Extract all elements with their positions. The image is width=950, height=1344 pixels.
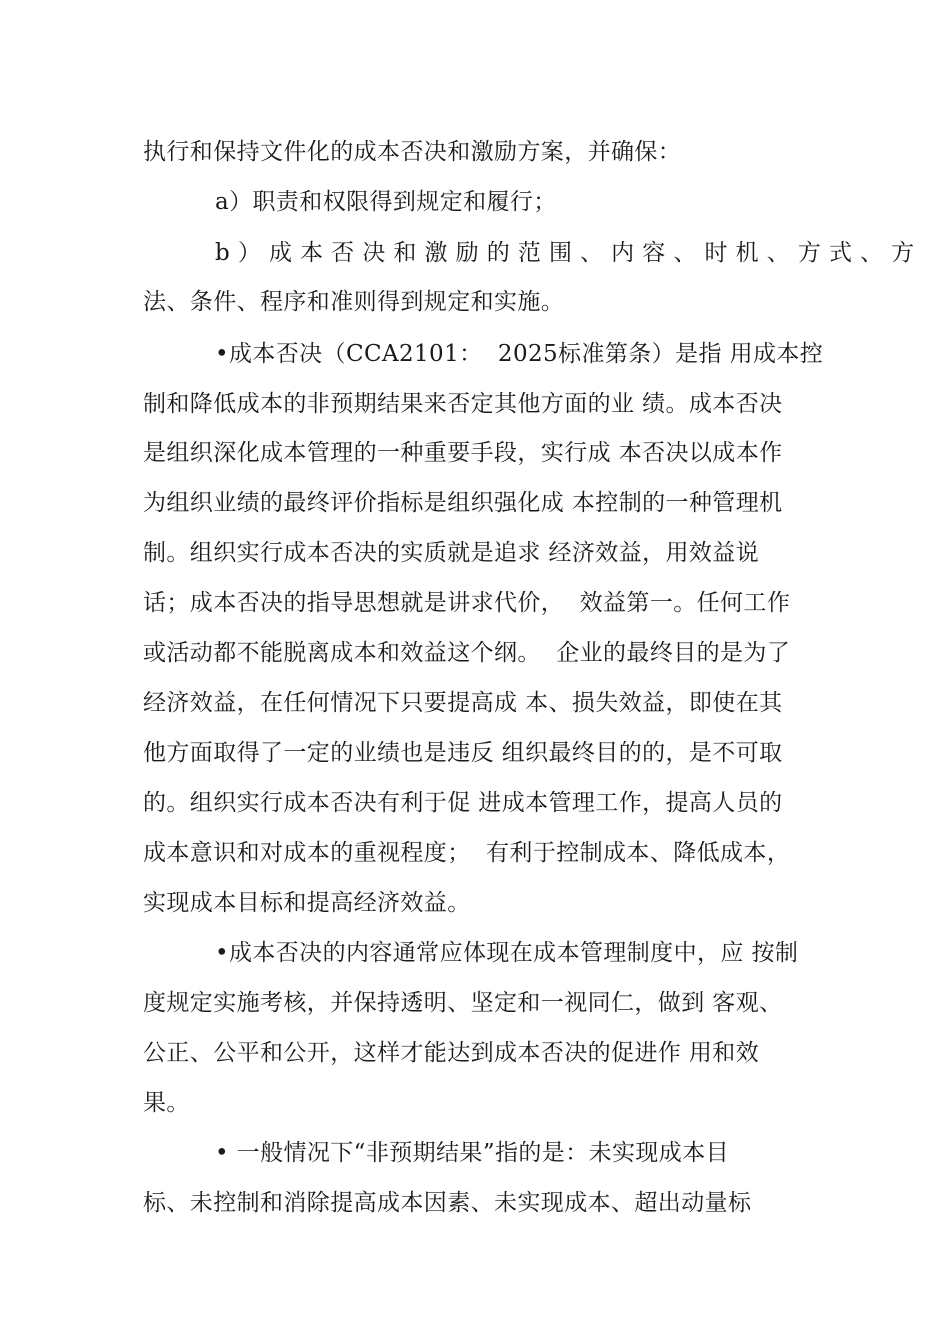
text-line: 法、条件、程序和准则得到规定和实施。 — [143, 289, 565, 315]
text-line: b ） 成 本 否 决 和 激 励 的 范 围 、 内 容 、 时 机 、 方 式 、 方 — [215, 240, 915, 266]
text-line: 制。组织实行成本否决的实质就是追求 经济效益，用效益说 — [143, 540, 760, 566]
text-line: 标、未控制和消除提高成本因素、未实现成本、超出动量标 — [143, 1190, 752, 1216]
text-line: 是组织深化成本管理的一种重要手段，实行成 本否决以成本作 — [143, 440, 783, 466]
text-line: 为组织业绩的最终评价指标是组织强化成 本控制的一种管理机 — [143, 490, 783, 516]
text-line: •成本否决（CCA2101： 2025标准第条）是指 用成本控 — [215, 341, 824, 367]
text-line: 度规定实施考核，并保持透明、坚定和一视同仁，做到 客观、 — [143, 990, 783, 1016]
text-line: 的。组织实行成本否决有利于促 进成本管理工作，提高人员的 — [143, 790, 783, 816]
text-line: 实现成本目标和提高经济效益。 — [143, 890, 471, 916]
text-line: • 一般情况下“非预期结果”指的是：未实现成本目 — [215, 1140, 729, 1166]
text-line: 他方面取得了一定的业绩也是违反 组织最终目的的，是不可取 — [143, 740, 783, 766]
text-line: 公正、公平和公开，这样才能达到成本否决的促进作 用和效 — [143, 1040, 760, 1066]
text-line: 果。 — [143, 1090, 190, 1116]
text-line: 话；成本否决的指导思想就是讲求代价， 效益第一。任何工作 — [143, 590, 791, 616]
text-line: •成本否决的内容通常应体现在成本管理制度中，应 按制 — [215, 940, 799, 966]
text-line: 经济效益，在任何情况下只要提高成 本、损失效益，即使在其 — [143, 690, 783, 716]
text-line: 或活动都不能脱离成本和效益这个纲。 企业的最终目的是为了 — [143, 640, 791, 666]
text-line: 成本意识和对成本的重视程度； 有利于控制成本、降低成本， — [143, 840, 791, 866]
text-line: 制和降低成本的非预期结果来否定其他方面的业 绩。成本否决 — [143, 391, 783, 417]
text-line: a）职责和权限得到规定和履行； — [215, 189, 557, 215]
text-line: 执行和保持文件化的成本否决和激励方案，并确保： — [143, 139, 682, 165]
